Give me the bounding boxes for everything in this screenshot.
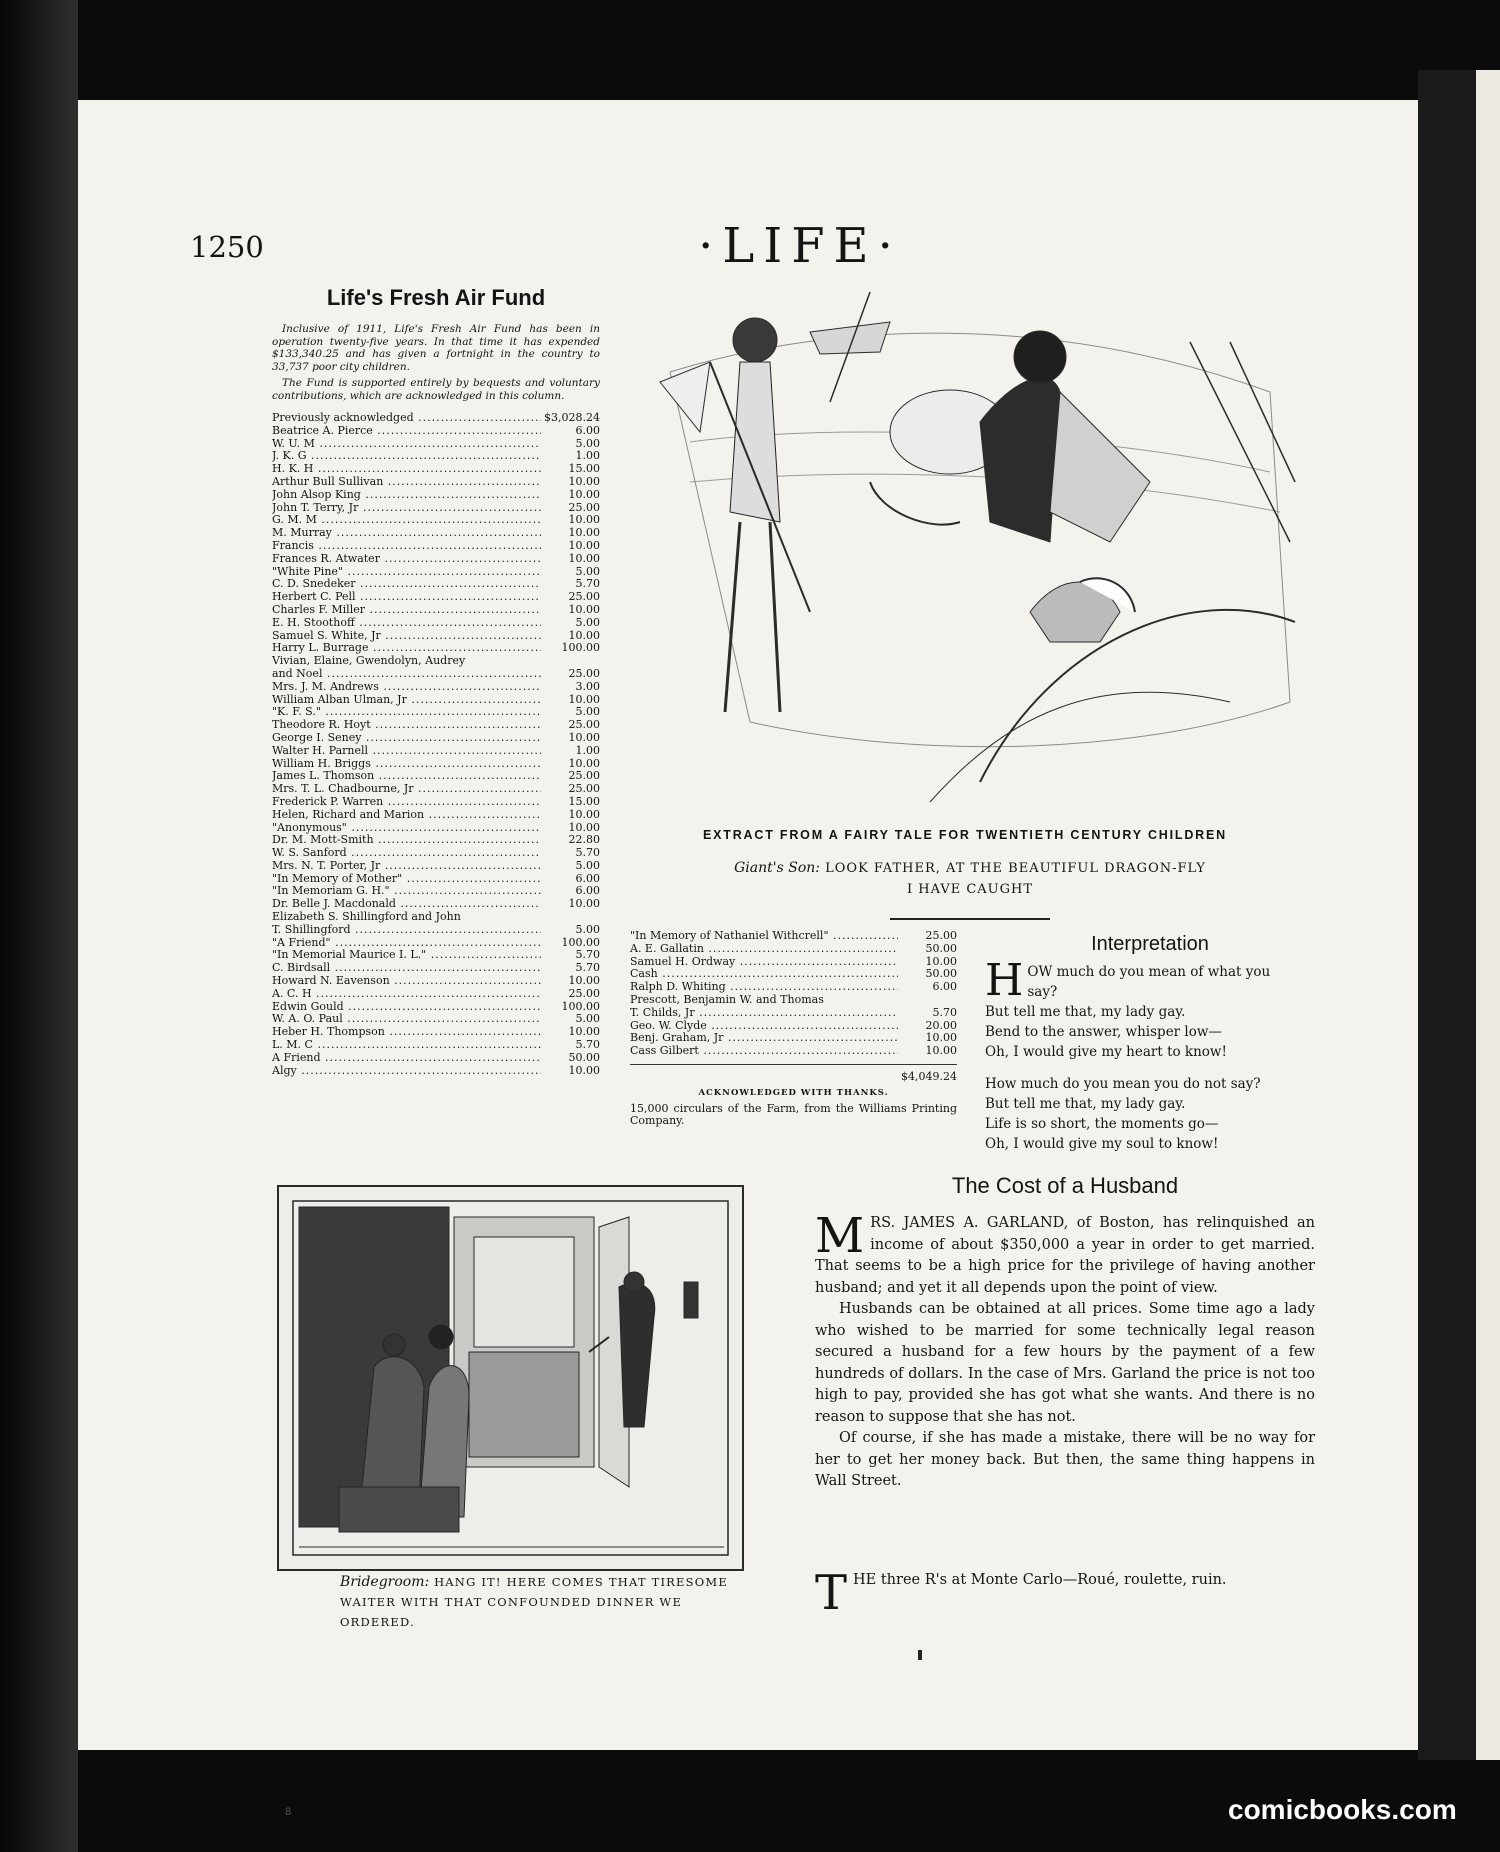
poem-stanza-2	[985, 1074, 1315, 1154]
facing-page-edge	[1476, 70, 1500, 1760]
ledger-row	[272, 885, 600, 898]
donor-name: L. M. C .....	[272, 1039, 541, 1052]
ledger-row	[272, 1052, 600, 1065]
donor-name: "In Memoriam G. H." .....	[272, 885, 541, 898]
ledger-row	[272, 566, 600, 579]
ledger-row	[630, 1007, 957, 1020]
ledger-row	[272, 578, 600, 591]
donation-amount: 10.00	[568, 602, 600, 616]
donor-name: Ralph D. Whiting .....	[630, 981, 898, 994]
donation-amount: 10.00	[568, 692, 600, 706]
ledger-row	[272, 668, 600, 681]
donation-amount: 5.70	[575, 577, 600, 591]
donor-name: Walter H. Parnell .....	[272, 745, 541, 758]
ledger-row	[272, 975, 600, 988]
donation-amount: 10.00	[568, 1063, 600, 1077]
bridegroom-illustration	[277, 1185, 744, 1571]
fund-total: $4,049.24	[630, 1064, 957, 1084]
ledger-row	[272, 425, 600, 438]
donor-name: "A Friend" .....	[272, 937, 541, 950]
donor-name: A. C. H .....	[272, 988, 541, 1001]
poem-line: But tell me that, my lady gay.	[985, 1096, 1186, 1112]
ledger-row	[272, 1001, 600, 1014]
article-title: The Cost of a Husband	[951, 1173, 1179, 1198]
ledger-row	[272, 412, 600, 425]
ledger-row	[272, 706, 600, 719]
donor-name: Vivian, Elaine, Gwendolyn, Audrey	[272, 654, 466, 668]
donation-amount: 100.00	[561, 641, 600, 655]
donor-name: G. M. M .....	[272, 514, 541, 527]
scan-left-edge	[0, 0, 78, 1852]
donation-amount: 1.00	[575, 449, 600, 463]
ledger-row	[630, 1045, 957, 1058]
donation-amount: 5.00	[575, 615, 600, 629]
donor-name: T. Shillingford .....	[272, 924, 541, 937]
donor-name: W. A. O. Paul .....	[272, 1013, 541, 1026]
donor-name: William Alban Ulman, Jr .....	[272, 694, 541, 707]
squib-drop-cap: T	[815, 1565, 848, 1621]
donation-amount: 10.00	[568, 897, 600, 911]
donation-amount: 1.00	[575, 743, 600, 757]
ledger-row	[272, 834, 600, 847]
donor-name: John Alsop King .....	[272, 489, 541, 502]
donation-amount: 25.00	[568, 718, 600, 732]
donor-name: Beatrice A. Pierce .....	[272, 425, 541, 438]
ledger-row	[272, 860, 600, 873]
donor-name: J. K. G .....	[272, 450, 541, 463]
donation-amount: 10.00	[925, 1031, 957, 1045]
donor-name: "K. F. S." .....	[272, 706, 541, 719]
ledger-row	[272, 809, 600, 822]
ledger-row	[272, 911, 600, 924]
donation-amount: 10.00	[568, 538, 600, 552]
donor-name: T. Childs, Jr .....	[630, 1007, 898, 1020]
donor-name: Prescott, Benjamin W. and Thomas	[630, 992, 824, 1006]
poem-drop-cap: H	[985, 955, 1024, 1006]
squib-text: HE three R's at Monte Carlo—Roué, roulette, ruin.	[853, 1572, 1227, 1588]
donation-amount: 5.00	[575, 436, 600, 450]
ledger-row	[630, 956, 957, 969]
ledger-row	[272, 783, 600, 796]
donor-name: Francis .....	[272, 540, 541, 553]
continued-ledger-rows	[630, 930, 957, 1058]
poem-line: How much do you mean you do not say?	[985, 1076, 1261, 1092]
donor-name: A. E. Gallatin .....	[630, 943, 898, 956]
poem-line: say?	[1027, 984, 1058, 1000]
donation-amount: 25.00	[568, 500, 600, 514]
ledger-row	[272, 476, 600, 489]
donor-name: Herbert C. Pell .....	[272, 591, 541, 604]
ledger-row	[272, 796, 600, 809]
caption-line-1: LOOK FATHER, AT THE BEAUTIFUL DRAGON-FLY	[825, 861, 1206, 876]
donor-name: Frederick P. Warren .....	[272, 796, 541, 809]
donation-amount: 20.00	[925, 1018, 957, 1032]
donation-amount: 100.00	[561, 935, 600, 949]
donation-amount: 10.00	[568, 513, 600, 527]
poem-line: Life is so short, the moments go—	[985, 1116, 1219, 1132]
donor-name: W. S. Sanford .....	[272, 847, 541, 860]
poem-line: Oh, I would give my heart to know!	[985, 1044, 1227, 1060]
cost-of-a-husband-article	[815, 1173, 1315, 1493]
ledger-row	[272, 604, 600, 617]
donation-amount: 25.00	[568, 782, 600, 796]
donor-name: Mrs. N. T. Porter, Jr .....	[272, 860, 541, 873]
ledger-row	[272, 540, 600, 553]
ledger-row	[630, 968, 957, 981]
donation-amount: 5.70	[575, 948, 600, 962]
donor-name: Theodore R. Hoyt .....	[272, 719, 541, 732]
poem-line: OW much do you mean of what you	[1027, 964, 1271, 980]
donor-name: "White Pine" .....	[272, 566, 541, 579]
donation-amount: 10.00	[568, 756, 600, 770]
ledger-row	[272, 438, 600, 451]
poem-line: Bend to the answer, whisper low—	[985, 1024, 1222, 1040]
fresh-air-fund-column	[272, 285, 600, 1077]
donation-amount: 22.80	[568, 833, 600, 847]
donation-amount: 5.00	[575, 705, 600, 719]
ledger-row	[272, 591, 600, 604]
donation-amount: 10.00	[568, 820, 600, 834]
donation-amount: 6.00	[575, 423, 600, 437]
donation-amount: 25.00	[568, 986, 600, 1000]
donation-amount: 5.00	[575, 922, 600, 936]
poem-title: Interpretation	[1091, 933, 1209, 955]
ledger-row	[272, 822, 600, 835]
fund-title: Life's Fresh Air Fund	[326, 285, 546, 310]
donation-amount: 25.00	[568, 769, 600, 783]
donation-amount: 10.00	[568, 526, 600, 540]
fund-intro-1: Inclusive of 1911, Life's Fresh Air Fund has been in operation twenty-five years. In that time it has expended $133,340.25 and has given a fortnight in the country to 33,737 poor city children.	[272, 323, 600, 373]
ledger-row	[630, 930, 957, 943]
donor-name: Algy .....	[272, 1065, 541, 1078]
ledger-row	[272, 502, 600, 515]
donor-name: John T. Terry, Jr .....	[272, 502, 541, 515]
donor-name: George I. Seney .....	[272, 732, 541, 745]
fund-intro-2: The Fund is supported entirely by bequests and voluntary contributions, which are acknowledged in this column.	[272, 377, 600, 402]
article-paragraph-1	[815, 1208, 1315, 1299]
ledger-row	[272, 873, 600, 886]
donor-name: Edwin Gould .....	[272, 1001, 541, 1014]
page-number: 1250	[190, 230, 264, 264]
caption-line-2: I HAVE CAUGHT	[906, 882, 1034, 897]
caption-text: HANG IT! HERE COMES THAT TIRESOME WAITER WITH THAT CONFOUNDED DINNER WE ORDERED.	[340, 1575, 728, 1629]
scan-smudge: 8	[285, 1806, 292, 1818]
donation-amount: 100.00	[561, 999, 600, 1013]
cartoon-title: EXTRACT FROM A FAIRY TALE FOR TWENTIETH CENTURY CHILDREN	[703, 828, 1227, 842]
donor-name: Mrs. J. M. Andrews .....	[272, 681, 541, 694]
interpretation-poem	[985, 933, 1315, 1154]
ledger-row	[630, 1020, 957, 1033]
ledger-row	[272, 745, 600, 758]
donation-amount: $3,028.24	[544, 411, 600, 424]
caption-speaker: Giant's Son:	[734, 860, 820, 876]
donor-name: William H. Briggs .....	[272, 758, 541, 771]
donor-name: Dr. Belle J. Macdonald .....	[272, 898, 541, 911]
donation-amount: 5.00	[575, 564, 600, 578]
monte-carlo-squib	[815, 1565, 1315, 1621]
donor-name: "In Memory of Mother" .....	[272, 873, 541, 886]
watermark: comicbooks.com	[1228, 1794, 1457, 1825]
donor-name: Dr. M. Mott-Smith .....	[272, 834, 541, 847]
donation-amount: 10.00	[925, 954, 957, 968]
donor-name: Previously acknowledged .....	[272, 412, 541, 425]
donation-amount: 10.00	[568, 1025, 600, 1039]
illustration-caption	[340, 1572, 740, 1632]
ledger-row	[630, 1032, 957, 1045]
ledger-row	[272, 962, 600, 975]
printer-mark	[918, 1650, 922, 1660]
donor-name: Benj. Graham, Jr .....	[630, 1032, 898, 1045]
donation-amount: 50.00	[568, 1050, 600, 1064]
donor-name: "In Memorial Maurice I. L." .....	[272, 949, 541, 962]
donor-name: Frances R. Atwater .....	[272, 553, 541, 566]
donation-amount: 6.00	[575, 871, 600, 885]
ledger-row	[272, 1013, 600, 1026]
donor-name: Arthur Bull Sullivan .....	[272, 476, 541, 489]
donor-name: E. H. Stoothoff .....	[272, 617, 541, 630]
ledger-row	[272, 514, 600, 527]
donor-name: H. K. H .....	[272, 463, 541, 476]
ledger-row	[630, 994, 957, 1007]
donation-amount: 5.70	[575, 846, 600, 860]
donor-name: Heber H. Thompson .....	[272, 1026, 541, 1039]
ledger-row	[272, 732, 600, 745]
donor-name: Geo. W. Clyde .....	[630, 1020, 898, 1033]
cartoon-caption	[700, 858, 1240, 900]
donation-amount: 6.00	[575, 884, 600, 898]
donation-amount: 10.00	[568, 551, 600, 565]
donation-amount: 5.70	[575, 961, 600, 975]
donor-name: C. Birdsall .....	[272, 962, 541, 975]
ledger-row	[272, 655, 600, 668]
ledger-row	[272, 937, 600, 950]
poem-line: Oh, I would give my soul to know!	[985, 1136, 1219, 1152]
donation-amount: 15.00	[568, 462, 600, 476]
ledger-row	[272, 450, 600, 463]
section-rule	[890, 918, 1050, 920]
donor-name: M. Murray .....	[272, 527, 541, 540]
donor-name: and Noel .....	[272, 668, 541, 681]
ledger-row	[272, 553, 600, 566]
fairy-tale-cartoon	[630, 282, 1300, 812]
ledger-row	[272, 630, 600, 643]
donation-amount: 25.00	[568, 590, 600, 604]
donor-name: W. U. M .....	[272, 438, 541, 451]
donor-name: "Anonymous" .....	[272, 822, 541, 835]
donor-name: A Friend .....	[272, 1052, 541, 1065]
donor-name: Harry L. Burrage .....	[272, 642, 541, 655]
donor-name: Cash .....	[630, 968, 898, 981]
donation-amount: 10.00	[568, 474, 600, 488]
donor-name: C. D. Snedeker .....	[272, 578, 541, 591]
fund-ledger	[272, 412, 600, 1077]
ledger-row	[272, 949, 600, 962]
donation-amount: 10.00	[568, 730, 600, 744]
article-paragraph-3: Of course, if she has made a mistake, there will be no way for her to get her money back. But then, the same thing happens in Wall Street.	[815, 1430, 1315, 1489]
donor-name: Samuel S. White, Jr .....	[272, 630, 541, 643]
donation-amount: 3.00	[575, 679, 600, 693]
donation-amount: 25.00	[568, 666, 600, 680]
donation-amount: 5.70	[575, 1038, 600, 1052]
masthead: ·LIFE·	[698, 218, 902, 274]
ledger-row	[272, 463, 600, 476]
donation-amount: 10.00	[568, 807, 600, 821]
ledger-row	[272, 719, 600, 732]
donation-amount: 6.00	[932, 980, 957, 994]
squib-paragraph	[815, 1565, 1315, 1621]
ledger-row	[272, 1039, 600, 1052]
ledger-row	[630, 943, 957, 956]
ledger-row	[272, 988, 600, 1001]
donation-amount: 5.70	[932, 1005, 957, 1019]
donor-name: Charles F. Miller .....	[272, 604, 541, 617]
ledger-row	[272, 1065, 600, 1078]
donation-amount: 10.00	[568, 487, 600, 501]
donation-amount: 5.00	[575, 1012, 600, 1026]
article-paragraph-2: Husbands can be obtained at all prices. Some time ago a lady who wished to be married for some technically legal reason secured a husband for a few hours by the payment of a few hundreds of dollars. In the case of Mrs. Garland the price is not too high to pay, provided she has got what she wants. And there is no reason to suppose that she has not.	[815, 1301, 1315, 1425]
donation-amount: 50.00	[925, 967, 957, 981]
poem-body	[985, 955, 1315, 1154]
donor-name: "In Memory of Nathaniel Withcrell" .....	[630, 930, 898, 943]
donation-amount: 15.00	[568, 794, 600, 808]
donation-amount: 10.00	[568, 628, 600, 642]
donation-amount: 5.00	[575, 858, 600, 872]
donor-name: Samuel H. Ordway .....	[630, 956, 898, 969]
donor-name: Elizabeth S. Shillingford and John	[272, 910, 461, 924]
caption-speaker: Bridegroom:	[340, 1574, 430, 1590]
ledger-row	[272, 770, 600, 783]
article-drop-cap: M	[815, 1208, 865, 1264]
donor-name: Cass Gilbert .....	[630, 1045, 898, 1058]
donation-amount: 25.00	[925, 929, 957, 942]
ledger-row	[272, 758, 600, 771]
donation-amount: 10.00	[568, 974, 600, 988]
ledger-row	[272, 527, 600, 540]
donor-name: Mrs. T. L. Chadbourne, Jr .....	[272, 783, 541, 796]
ledger-row	[272, 1026, 600, 1039]
acknowledged-line: ACKNOWLEDGED WITH THANKS.	[698, 1087, 889, 1098]
ledger-row	[272, 847, 600, 860]
donor-name: Helen, Richard and Marion .....	[272, 809, 541, 822]
printing-note: 15,000 circulars of the Farm, from the Williams Printing Company.	[630, 1101, 957, 1127]
poem-line: But tell me that, my lady gay.	[985, 1004, 1186, 1020]
ledger-row	[272, 681, 600, 694]
fund-ledger-continued	[630, 930, 957, 1127]
ledger-row	[272, 694, 600, 707]
donation-amount: 10.00	[925, 1044, 957, 1058]
ledger-row	[272, 489, 600, 502]
ledger-row	[272, 617, 600, 630]
ledger-row	[272, 924, 600, 937]
scan-gutter	[1418, 70, 1476, 1760]
donor-name: Howard N. Eavenson .....	[272, 975, 541, 988]
donor-name: James L. Thomson .....	[272, 770, 541, 783]
donation-amount: 50.00	[925, 941, 957, 955]
article-paragraph-1-text: RS. JAMES A. GARLAND, of Boston, has relinquished an income of about $350,000 a year in order to get married. That seems to be a high price for the privilege of having another husband; and yet it all depends upon the point of view.	[815, 1215, 1315, 1296]
